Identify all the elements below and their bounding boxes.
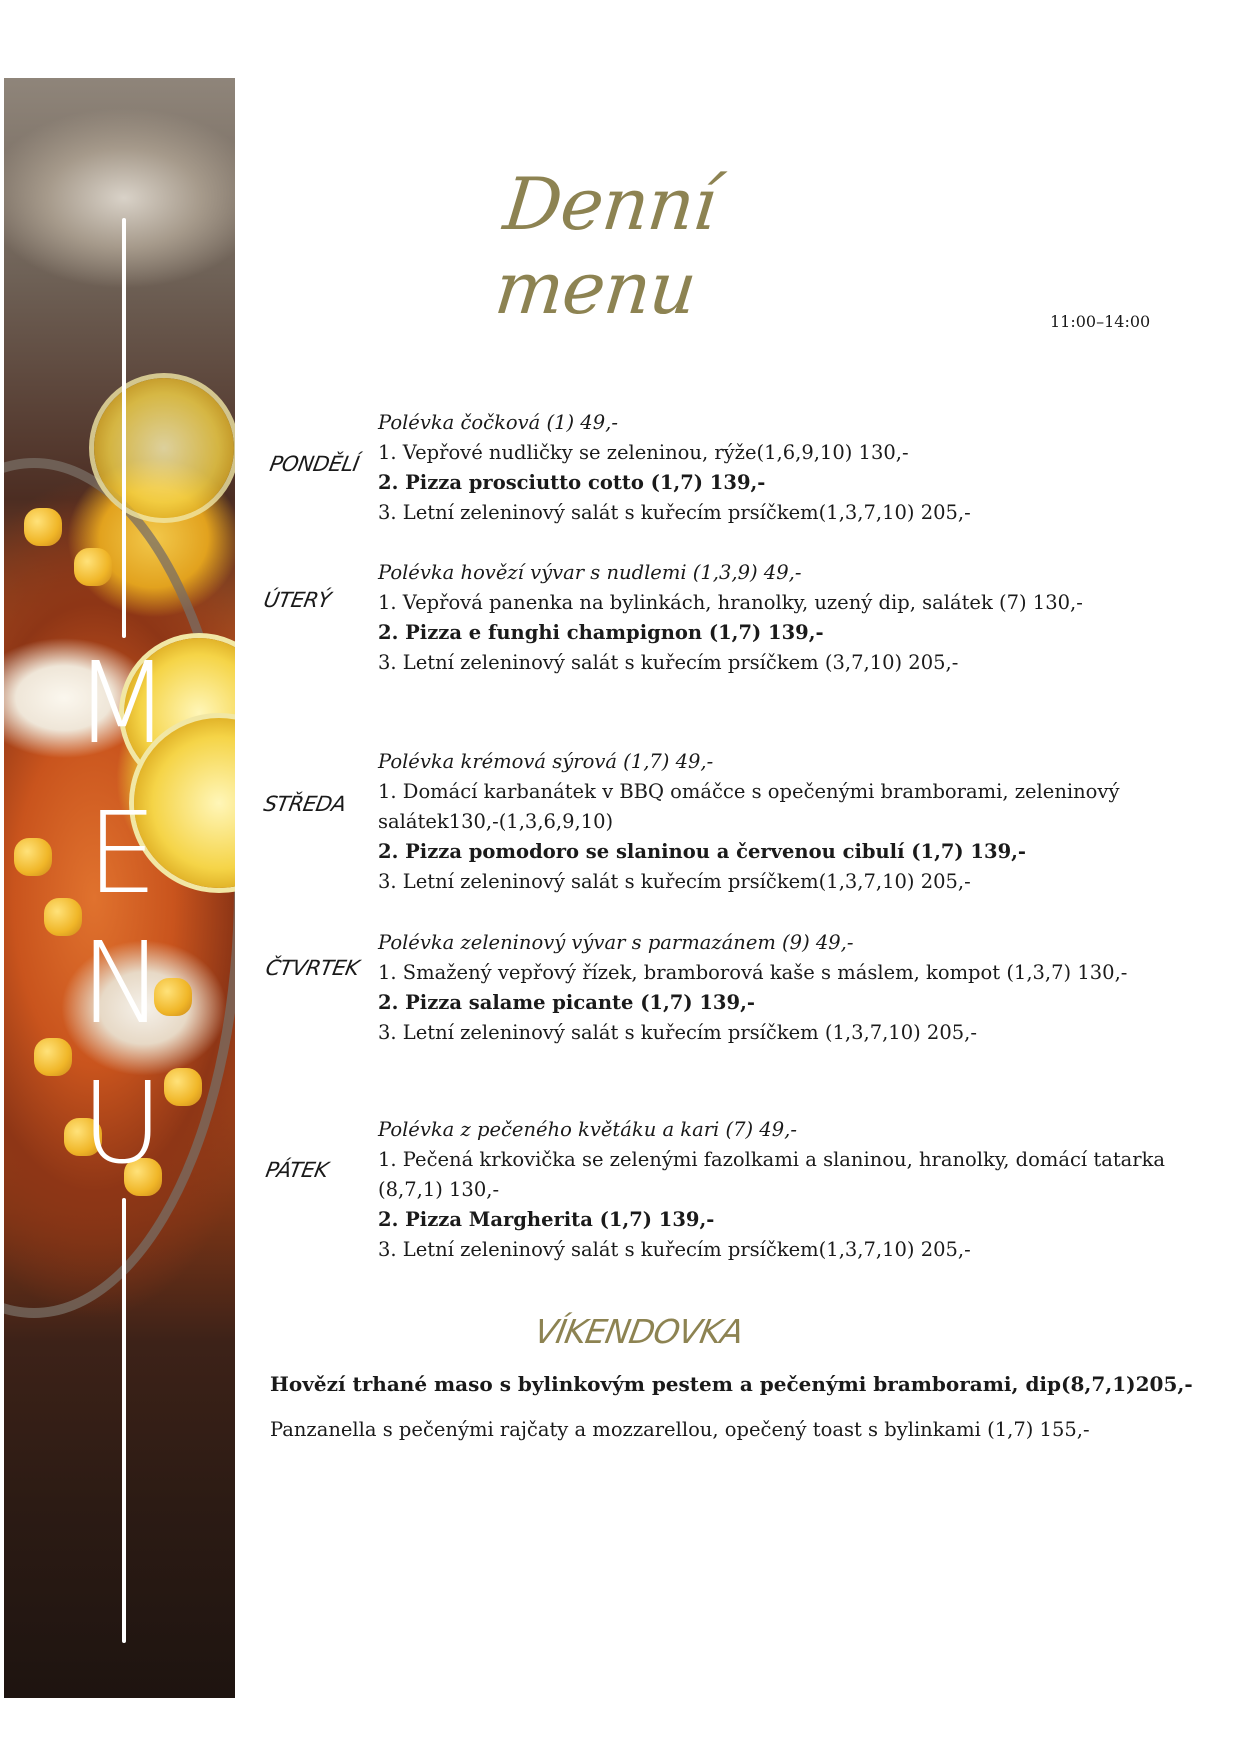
menu-item-2: 2. Pizza salame picante (1,7) 139,- (378, 991, 755, 1014)
weekend-title: VÍKENDOVKA (531, 1312, 747, 1351)
menu-item-1: 1. Domácí karbanátek v BBQ omáčce s opečenými bramborami, zeleninový salátek130,-(1,3,6,9,10) (378, 780, 1120, 833)
menu-photo-strip (4, 78, 235, 1698)
menu-item-2: 2. Pizza pomodoro se slaninou a červenou cibulí (1,7) 139,- (378, 840, 1027, 863)
corn-image (24, 508, 62, 546)
menu-item-3: 3. Letní zeleninový salát s kuřecím prsíčkem(1,3,7,10) 205,- (378, 501, 971, 524)
day-menu-wednesday (378, 747, 1218, 897)
menu-item-2: 2. Pizza prosciutto cotto (1,7) 139,- (378, 471, 766, 494)
soup-line: Polévka hovězí vývar s nudlemi (1,3,9) 49,- (378, 561, 802, 584)
menu-item-3: 3. Letní zeleninový salát s kuřecím prsíčkem (1,3,7,10) 205,- (378, 1021, 977, 1044)
menu-item-1: 1. Vepřová panenka na bylinkách, hranolky, uzený dip, salátek (7) 130,- (378, 591, 1083, 614)
menu-letter: E (86, 789, 158, 919)
divider-line-bottom (122, 1198, 126, 1643)
weekend-second-dish: Panzanella s pečenými rajčaty a mozzarellou, opečený toast s bylinkami (1,7) 155,- (270, 1418, 1090, 1441)
menu-item-2: 2. Pizza Margherita (1,7) 139,- (378, 1208, 715, 1231)
menu-item-1: 1. Smažený vepřový řízek, bramborová kaše s máslem, kompot (1,3,7) 130,- (378, 961, 1128, 984)
day-menu-monday (378, 408, 1218, 528)
divider-line-top (122, 218, 126, 638)
day-label-thursday: ČTVRTEK (263, 956, 361, 980)
day-label-friday: PÁTEK (263, 1158, 330, 1182)
lemon-slice-image (94, 378, 234, 518)
page-title: Denní menu (491, 162, 720, 330)
menu-item-3: 3. Letní zeleninový salát s kuřecím prsíčkem (3,7,10) 205,- (378, 651, 959, 674)
menu-item-1: 1. Vepřové nudličky se zeleninou, rýže(1,6,9,10) 130,- (378, 441, 909, 464)
menu-letter: M (73, 639, 171, 769)
soup-line: Polévka čočková (1) 49,- (378, 411, 618, 434)
day-label-tuesday: ÚTERÝ (261, 588, 333, 612)
menu-letter: N (80, 919, 164, 1049)
menu-item-2: 2. Pizza e funghi champignon (1,7) 139,- (378, 621, 824, 644)
weekend-main-dish: Hovězí trhané maso s bylinkovým pestem a pečenými bramborami, dip(8,7,1)205,- (270, 1372, 1193, 1396)
day-menu-tuesday (378, 558, 1218, 678)
menu-item-3: 3. Letní zeleninový salát s kuřecím prsíčkem(1,3,7,10) 205,- (378, 870, 971, 893)
soup-line: Polévka z pečeného květáku a kari (7) 49,- (378, 1118, 797, 1141)
day-label-monday: PONDĚLÍ (267, 452, 361, 476)
soup-line: Polévka krémová sýrová (1,7) 49,- (378, 750, 714, 773)
day-menu-thursday (378, 928, 1218, 1048)
opening-hours: 11:00–14:00 (1050, 312, 1151, 331)
menu-item-3: 3. Letní zeleninový salát s kuřecím prsíčkem(1,3,7,10) 205,- (378, 1238, 971, 1261)
menu-letter: U (81, 1059, 163, 1189)
day-menu-friday (378, 1115, 1218, 1265)
menu-item-1: 1. Pečená krkovička se zelenými fazolkami a slaninou, hranolky, domácí tatarka (8,7,1) 130,- (378, 1148, 1166, 1201)
corn-image (14, 838, 52, 876)
corn-image (74, 548, 112, 586)
day-label-wednesday: STŘEDA (261, 792, 348, 816)
soup-line: Polévka zeleninový vývar s parmazánem (9) 49,- (378, 931, 854, 954)
